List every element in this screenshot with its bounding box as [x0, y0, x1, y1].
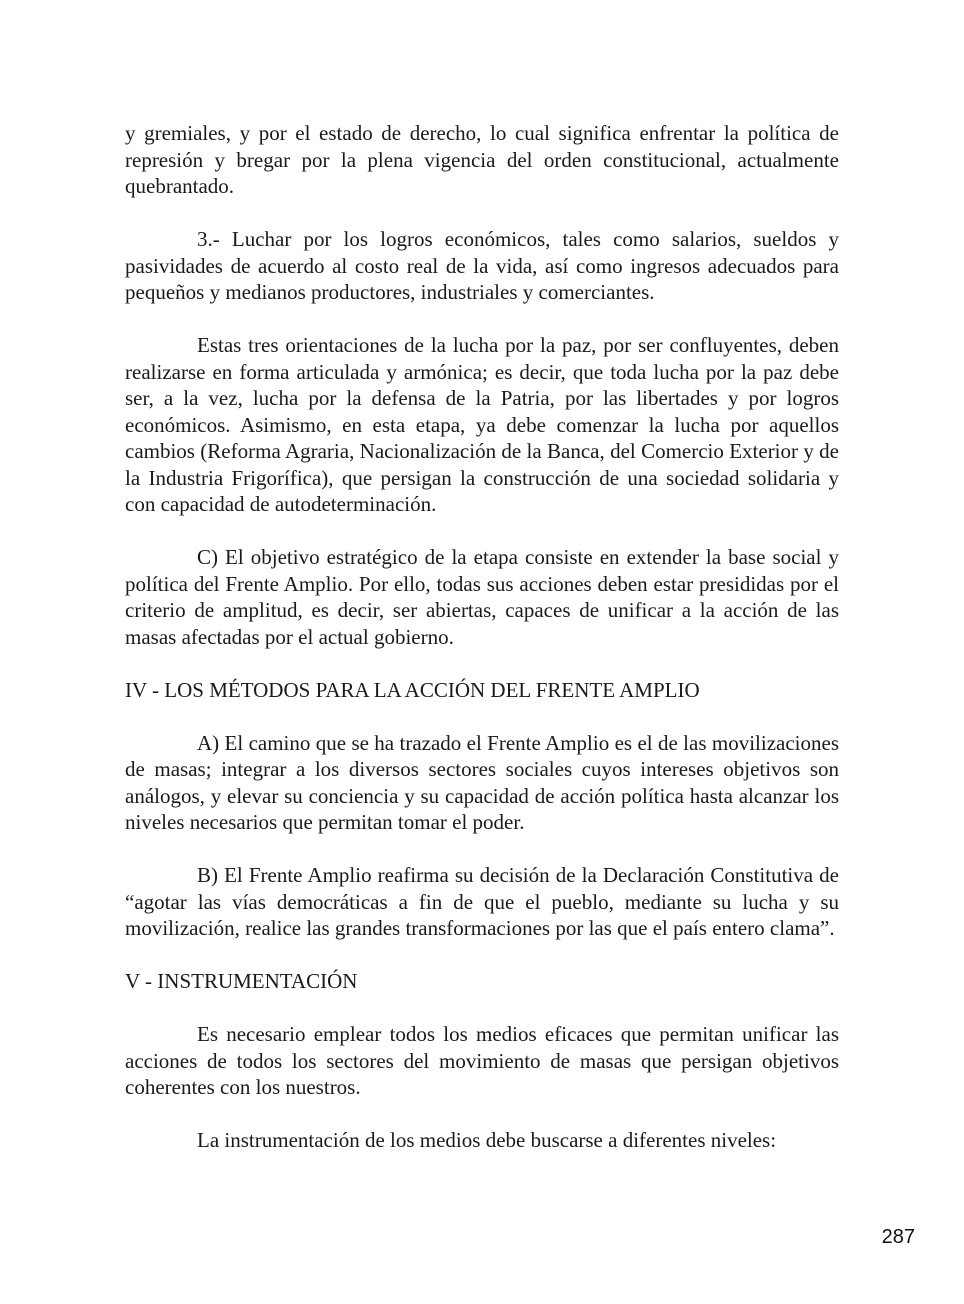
page-number: 287 [881, 1226, 915, 1248]
paragraph-instrumentation: Es necesario emplear todos los medios eficaces que permitan unificar las acciones de todos los sectores del movimiento de masas que persigan objetivos coherentes con los nuestros. [125, 1022, 839, 1099]
paragraph-levels: La instrumentación de los medios debe buscarse a diferentes niveles: [197, 1128, 777, 1152]
paragraph-method-a: A) El camino que se ha trazado el Frente Amplio es el de las movilizaciones de masas; integrar a los diversos sectores sociales cuyos intereses objetivos son análogos, y elevar su conciencia y su capacidad de acción política hasta alcanzar los niveles necesarios que permitan tomar el poder. [125, 730, 839, 834]
paragraph-point-3: 3.- Luchar por los logros económicos, tales como salarios, sueldos y pasividades de acuerdo al costo real de la vida, así como ingresos adecuados para pequeños y medianos productores, industriales y comerciantes. [125, 227, 839, 304]
paragraph-continuation: y gremiales, y por el estado de derecho, lo cual significa enfrentar la política de represión y bregar por la plena vigencia del orden constitucional, actualmente quebrantado. [125, 121, 839, 198]
paragraph-strategic-objective: C) El objetivo estratégico de la etapa consiste en extender la base social y política del Frente Amplio. Por ello, todas sus acciones deben estar presididas por el criterio de amplitud, es decir, ser abiertas, capaces de unificar a la acción de las masas afectadas por el actual gobierno. [125, 545, 839, 649]
section-heading-methods: IV - LOS MÉTODOS PARA LA ACCIÓN DEL FRENTE AMPLIO [125, 677, 700, 702]
page-body [125, 120, 839, 1180]
section-heading-instrumentation: V - INSTRUMENTACIÓN [125, 969, 358, 993]
paragraph-method-b: B) El Frente Amplio reafirma su decisión de la Declaración Constitutiva de “agotar las vías democráticas a fin de que el pueblo, mediante su lucha y su movilización, realice las grandes transformaciones por las que el país entero clama”. [125, 863, 839, 940]
paragraph-orientations: Estas tres orientaciones de la lucha por la paz, por ser confluyentes, deben realizarse en forma articulada y armónica; es decir, que toda lucha por la paz debe ser, a la vez, lucha por la defensa de la Patria, por las libertades y por logros económicos. Asimismo, en esta etapa, ya debe comenzar la lucha por aquellos cambios (Reforma Agraria, Nacionalización de la Banca, del Comercio Exterior y de la Industria Frigorífica), que persigan la construcción de una sociedad solidaria y con capacidad de autodeterminación. [125, 333, 839, 516]
